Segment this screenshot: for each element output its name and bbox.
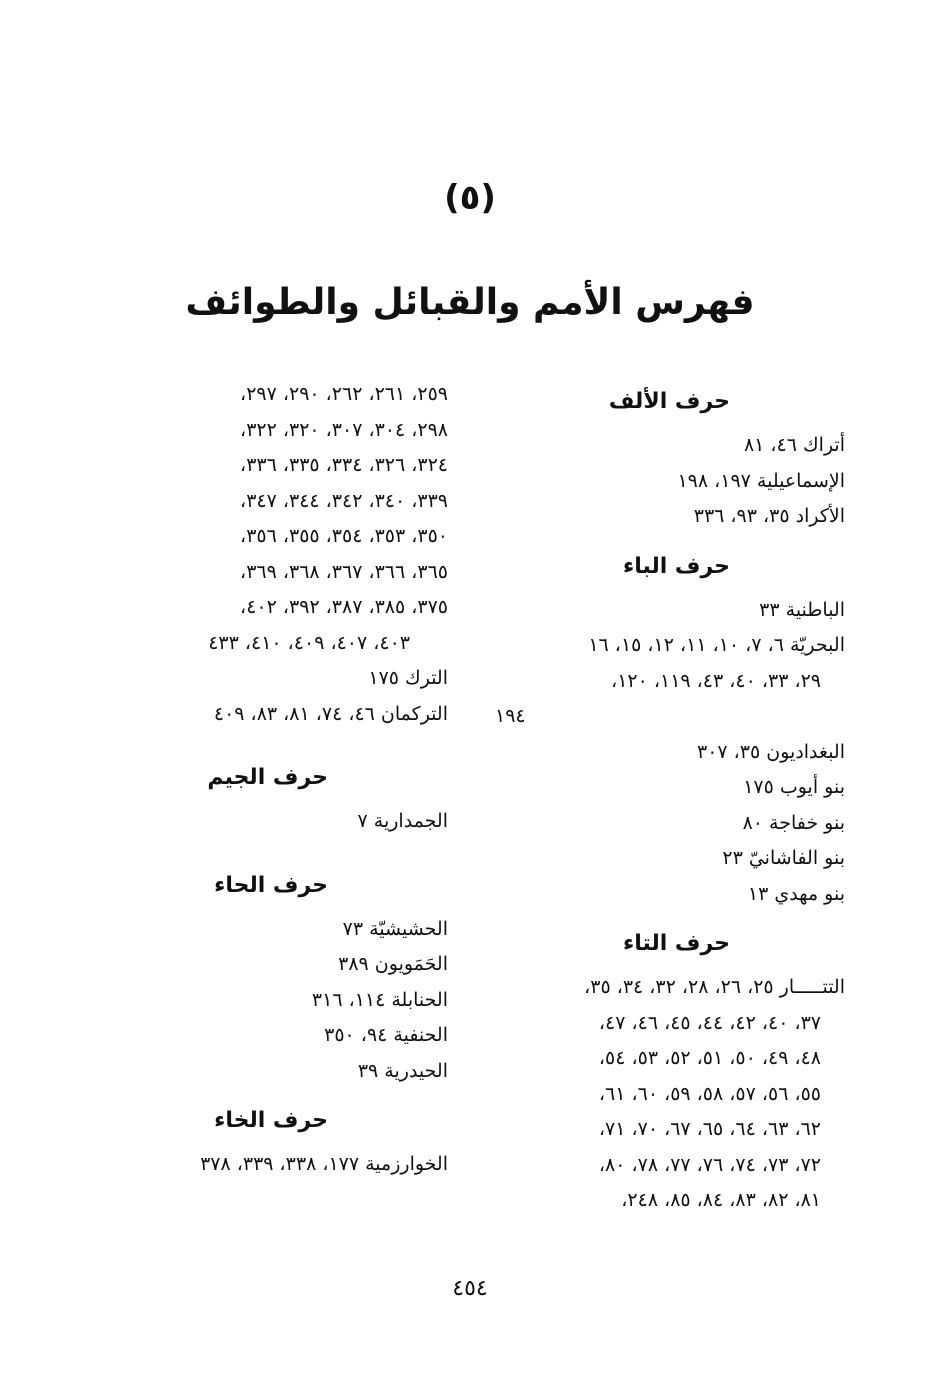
index-entry: الجمدارية ٧ bbox=[357, 810, 448, 832]
page-number: ٤٥٤ bbox=[452, 1276, 488, 1301]
index-entry: بنو خفاجة ٨٠ bbox=[742, 811, 845, 834]
index-entry-continued: ٣٦٥، ٣٦٦، ٣٦٧، ٣٦٨، ٣٦٩، bbox=[240, 560, 448, 583]
index-entry: الخوارزمية ١٧٧، ٣٣٨، ٣٣٩، ٣٧٨ bbox=[200, 1153, 448, 1175]
index-entry-continued: ٨١، ٨٢، ٨٣، ٨٤، ٨٥، ٢٤٨، bbox=[621, 1189, 821, 1211]
index-entry: الترك ١٧٥ bbox=[368, 667, 448, 689]
index-entry: أتراك ٤٦، ٨١ bbox=[743, 434, 845, 456]
index-entry-continued: ٣٣٩، ٣٤٠، ٣٤٢، ٣٤٤، ٣٤٧، bbox=[240, 489, 448, 512]
index-entry: البغداديون ٣٥، ٣٠٧ bbox=[697, 740, 845, 763]
index-entry-continued: ٥٥، ٥٦، ٥٧، ٥٨، ٥٩، ٦٠، ٦١، bbox=[598, 1082, 821, 1105]
index-entry: الحَمَويون ٣٨٩ bbox=[338, 953, 448, 975]
index-entry: الأكراد ٣٥، ٩٣، ٣٣٦ bbox=[693, 505, 845, 527]
index-entry-continued: ٣٥٠، ٣٥٣، ٣٥٤، ٣٥٥، ٣٥٦، bbox=[240, 525, 448, 547]
index-entry-continued: ٣٢٤، ٣٢٦، ٣٣٤، ٣٣٥، ٣٣٦، bbox=[240, 454, 448, 476]
heading-jim: حرف الجيم bbox=[207, 765, 328, 790]
index-entry: بنو مهدي ١٣ bbox=[747, 882, 845, 905]
heading-kha: حرف الخاء bbox=[214, 1108, 328, 1133]
index-entry-continued: ٢٩، ٣٣، ٤٠، ٤٣، ١١٩، ١٢٠، bbox=[611, 669, 821, 692]
index-entry: البحريّة ٦، ٧، ١٠، ١١، ١٢، ١٥، ١٦ bbox=[588, 634, 845, 656]
page-title: فهرس الأمم والقبائل والطوائف bbox=[185, 282, 755, 323]
index-entry: الباطنية ٣٣ bbox=[759, 598, 845, 621]
index-entry-continued: ٤٨، ٤٩، ٥٠، ٥١، ٥٢، ٥٣، ٥٤، bbox=[598, 1047, 821, 1069]
heading-ta: حرف التاء bbox=[622, 931, 730, 956]
section-number: (٥) bbox=[444, 178, 496, 218]
index-entry-continued: ٧٢، ٧٣، ٧٤، ٧٦، ٧٧، ٧٨، ٨٠، bbox=[598, 1153, 821, 1176]
index-entry: الإسماعيلية ١٩٧، ١٩٨ bbox=[677, 469, 845, 492]
index-entry: الحنابلة ١١٤، ٣١٦ bbox=[311, 988, 448, 1011]
index-entry-continued: ٣٧، ٤٠، ٤٢، ٤٤، ٤٥، ٤٦، ٤٧، bbox=[598, 1011, 821, 1034]
right-column bbox=[495, 382, 845, 1219]
heading-alif: حرف الألف bbox=[608, 389, 730, 414]
index-entry-continued: ٣٧٥، ٣٨٥، ٣٨٧، ٣٩٢، ٤٠٢، bbox=[240, 596, 448, 618]
index-entry: الحشيشيّة ٧٣ bbox=[342, 917, 448, 940]
heading-ba: حرف الباء bbox=[622, 553, 730, 579]
index-entry-continued: ٢٩٨، ٣٠٤، ٣٠٧، ٣٢٠، ٣٢٢، bbox=[240, 418, 448, 441]
index-entry-continued: ١٩٤ bbox=[495, 705, 526, 727]
heading-ha: حرف الحاء bbox=[214, 872, 328, 898]
index-entry: التركمان ٤٦، ٧٤، ٨١، ٨٣، ٤٠٩ bbox=[213, 702, 448, 725]
index-entry: بنو أيوب ١٧٥ bbox=[743, 776, 845, 798]
index-entry-continued: ٦٢، ٦٣، ٦٤، ٦٥، ٦٧، ٧٠، ٧١، bbox=[598, 1118, 821, 1140]
index-entry: التتـــــار ٢٥، ٢٦، ٢٨، ٣٢، ٣٤، ٣٥، bbox=[584, 976, 845, 998]
index-entry: الحيدرية ٣٩ bbox=[357, 1059, 448, 1082]
left-column bbox=[118, 377, 448, 1183]
index-entry-continued: ٢٥٩، ٢٦١، ٢٦٢، ٢٩٠، ٢٩٧، bbox=[240, 383, 448, 405]
index-entry-continued: ٤٠٣، ٤٠٧، ٤٠٩، ٤١٠، ٤٣٣ bbox=[208, 631, 410, 654]
index-entry: الحنفية ٩٤، ٣٥٠ bbox=[324, 1024, 448, 1046]
index-entry: بنو الفاشانيّ ٢٣ bbox=[722, 847, 845, 869]
